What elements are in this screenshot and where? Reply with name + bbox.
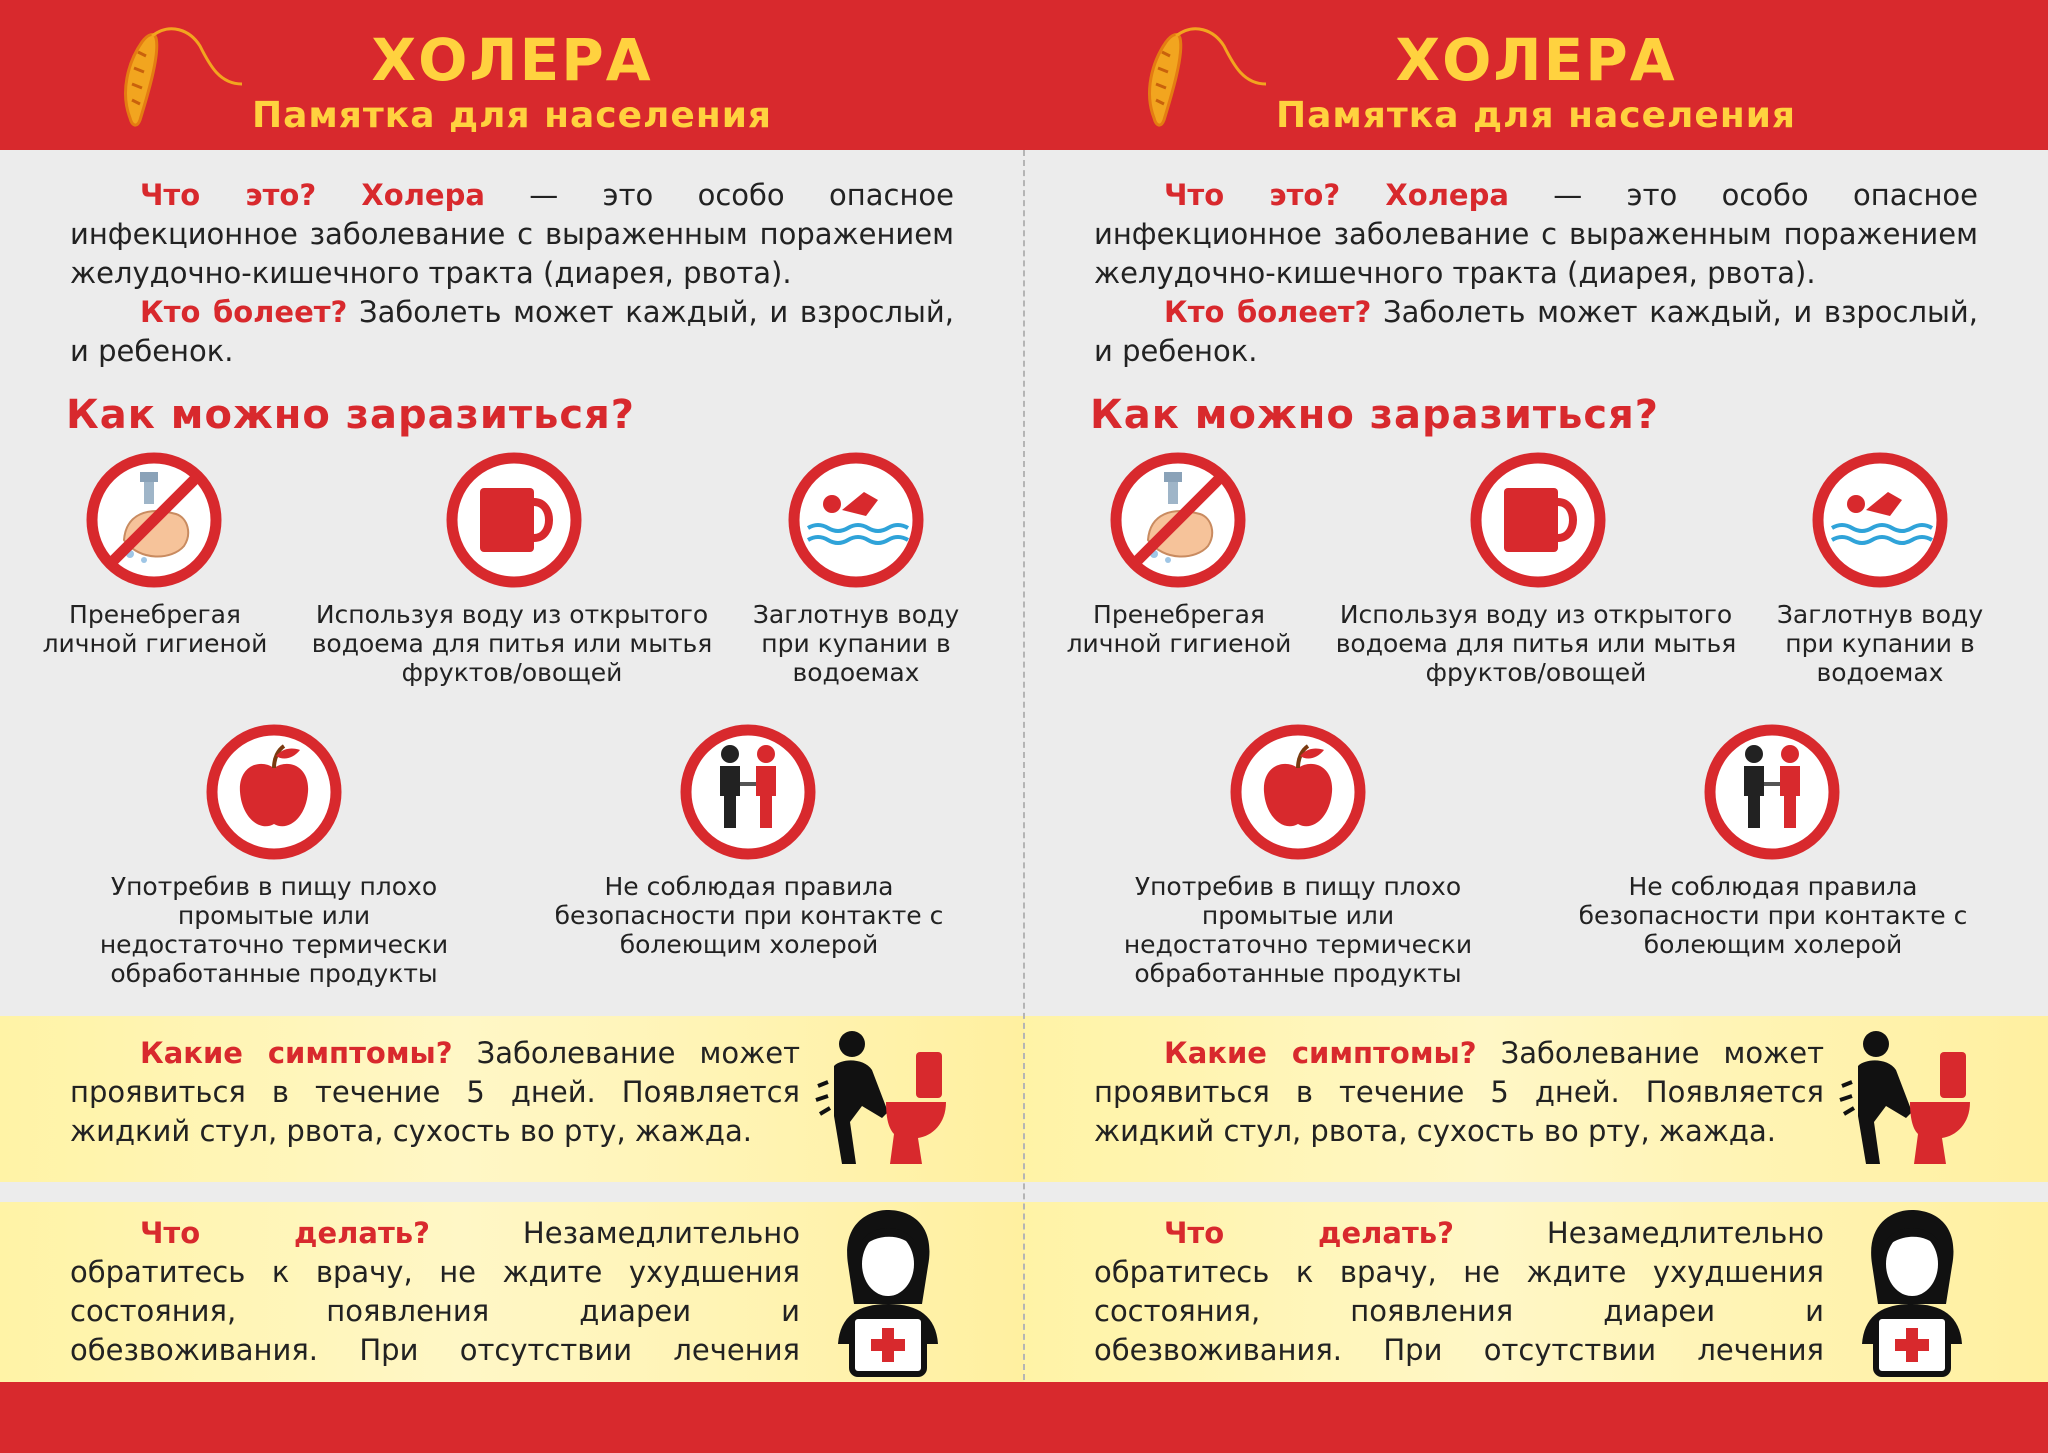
what-to-do-text	[70, 1214, 800, 1409]
intro-who-text: Заболеть может каждый, и взрослый, и ребенок.	[70, 295, 954, 368]
fold-line	[1023, 150, 1025, 1380]
footer-bar	[1024, 1382, 2048, 1453]
intro-what-is	[70, 176, 954, 293]
caption-swimming: Заглотнув воду при купании в водоемах	[1776, 600, 1984, 687]
contact-patient-icon	[1702, 722, 1842, 862]
intro-who	[1094, 293, 1978, 371]
swimmer-icon	[786, 450, 926, 590]
intro-who-lead: Кто болеет?	[1164, 295, 1372, 329]
what-to-do-lead: Что делать?	[1164, 1216, 1454, 1250]
symptoms-band	[0, 1016, 1024, 1182]
intro-who-text: Заболеть может каждый, и взрослый, и ребенок.	[1094, 295, 1978, 368]
intro-what-is-lead: Что это? Холера	[1164, 178, 1509, 212]
what-to-do-band	[0, 1202, 1024, 1382]
symptoms-band	[1024, 1016, 2048, 1182]
doctor-icon	[1842, 1204, 1982, 1380]
doctor-icon	[818, 1204, 958, 1380]
intro-who-lead: Кто болеет?	[140, 295, 348, 329]
intro-what-is-text: — это особо опасное инфекционное заболевание с выраженным поражением желудочно-кишечного тракта (диарея, рвота).	[70, 178, 954, 290]
symptoms-text	[70, 1034, 800, 1151]
mug-icon	[1468, 450, 1608, 590]
leaflet-title: ХОЛЕРА	[1395, 26, 1677, 94]
intro-what-is-text: — это особо опасное инфекционное заболевание с выраженным поражением желудочно-кишечного тракта (диарея, рвота).	[1094, 178, 1978, 290]
leaflet-title: ХОЛЕРА	[371, 26, 653, 94]
intro-what-is-lead: Что это? Холера	[140, 178, 485, 212]
what-to-do-body: Незамедлительно обратитесь к врачу, не ждите ухудшения состояния, появления диареи и обезвоживания. При отсутствии лечения	[1094, 1216, 1824, 1367]
leaflet-subtitle: Памятка для населения	[251, 95, 773, 136]
what-to-do-body: Незамедлительно обратитесь к врачу, не ждите ухудшения состояния, появления диареи и обезвоживания. При отсутствии лечения	[70, 1216, 800, 1367]
no-handwashing-icon	[84, 450, 224, 590]
contact-patient-icon	[678, 722, 818, 862]
caption-food: Употребив в пищу плохо промытые или недостаточно термически обработанные продукты	[99, 872, 449, 988]
caption-open-water: Используя воду из открытого водоема для питья или мытья фруктов/овощей	[311, 600, 713, 687]
section-title-infection: Как можно заразиться?	[1090, 392, 1659, 438]
leaflet-subtitle: Памятка для населения	[1275, 95, 1797, 136]
section-title-infection: Как можно заразиться?	[66, 392, 635, 438]
symptoms-lead: Какие симптомы?	[140, 1036, 453, 1070]
header-banner	[1024, 0, 2048, 150]
caption-contact: Не соблюдая правила безопасности при контакте с болеющим холерой	[1578, 872, 1968, 959]
symptoms-lead: Какие симптомы?	[1164, 1036, 1477, 1070]
symptoms-text	[1094, 1034, 1824, 1151]
caption-food: Употребив в пищу плохо промытые или недостаточно термически обработанные продукты	[1123, 872, 1473, 988]
caption-hygiene: Пренебрегая личной гигиеной	[1066, 600, 1292, 658]
swimmer-icon	[1810, 450, 1950, 590]
caption-swimming: Заглотнув воду при купании в водоемах	[752, 600, 960, 687]
leaflet-panel-right	[1024, 0, 2048, 1453]
intro-who	[70, 293, 954, 371]
header-banner	[0, 0, 1024, 150]
footer-bar	[0, 1382, 1024, 1453]
caption-hygiene: Пренебрегая личной гигиеной	[42, 600, 268, 658]
mug-icon	[444, 450, 584, 590]
no-handwashing-icon	[1108, 450, 1248, 590]
caption-contact: Не соблюдая правила безопасности при контакте с болеющим холерой	[554, 872, 944, 959]
caption-open-water: Используя воду из открытого водоема для питья или мытья фруктов/овощей	[1335, 600, 1737, 687]
what-to-do-lead: Что делать?	[140, 1216, 430, 1250]
toilet-person-icon	[1836, 1026, 1976, 1174]
apple-icon	[204, 722, 344, 862]
what-to-do-text	[1094, 1214, 1824, 1409]
symptoms-body: Заболевание может проявиться в течение 5 дней. Появляется жидкий стул, рвота, сухость во рту, жажда.	[1094, 1036, 1825, 1148]
what-to-do-band	[1024, 1202, 2048, 1382]
apple-icon	[1228, 722, 1368, 862]
toilet-person-icon	[812, 1026, 952, 1174]
intro-what-is	[1094, 176, 1978, 293]
symptoms-body: Заболевание может проявиться в течение 5 дней. Появляется жидкий стул, рвота, сухость во рту, жажда.	[70, 1036, 801, 1148]
